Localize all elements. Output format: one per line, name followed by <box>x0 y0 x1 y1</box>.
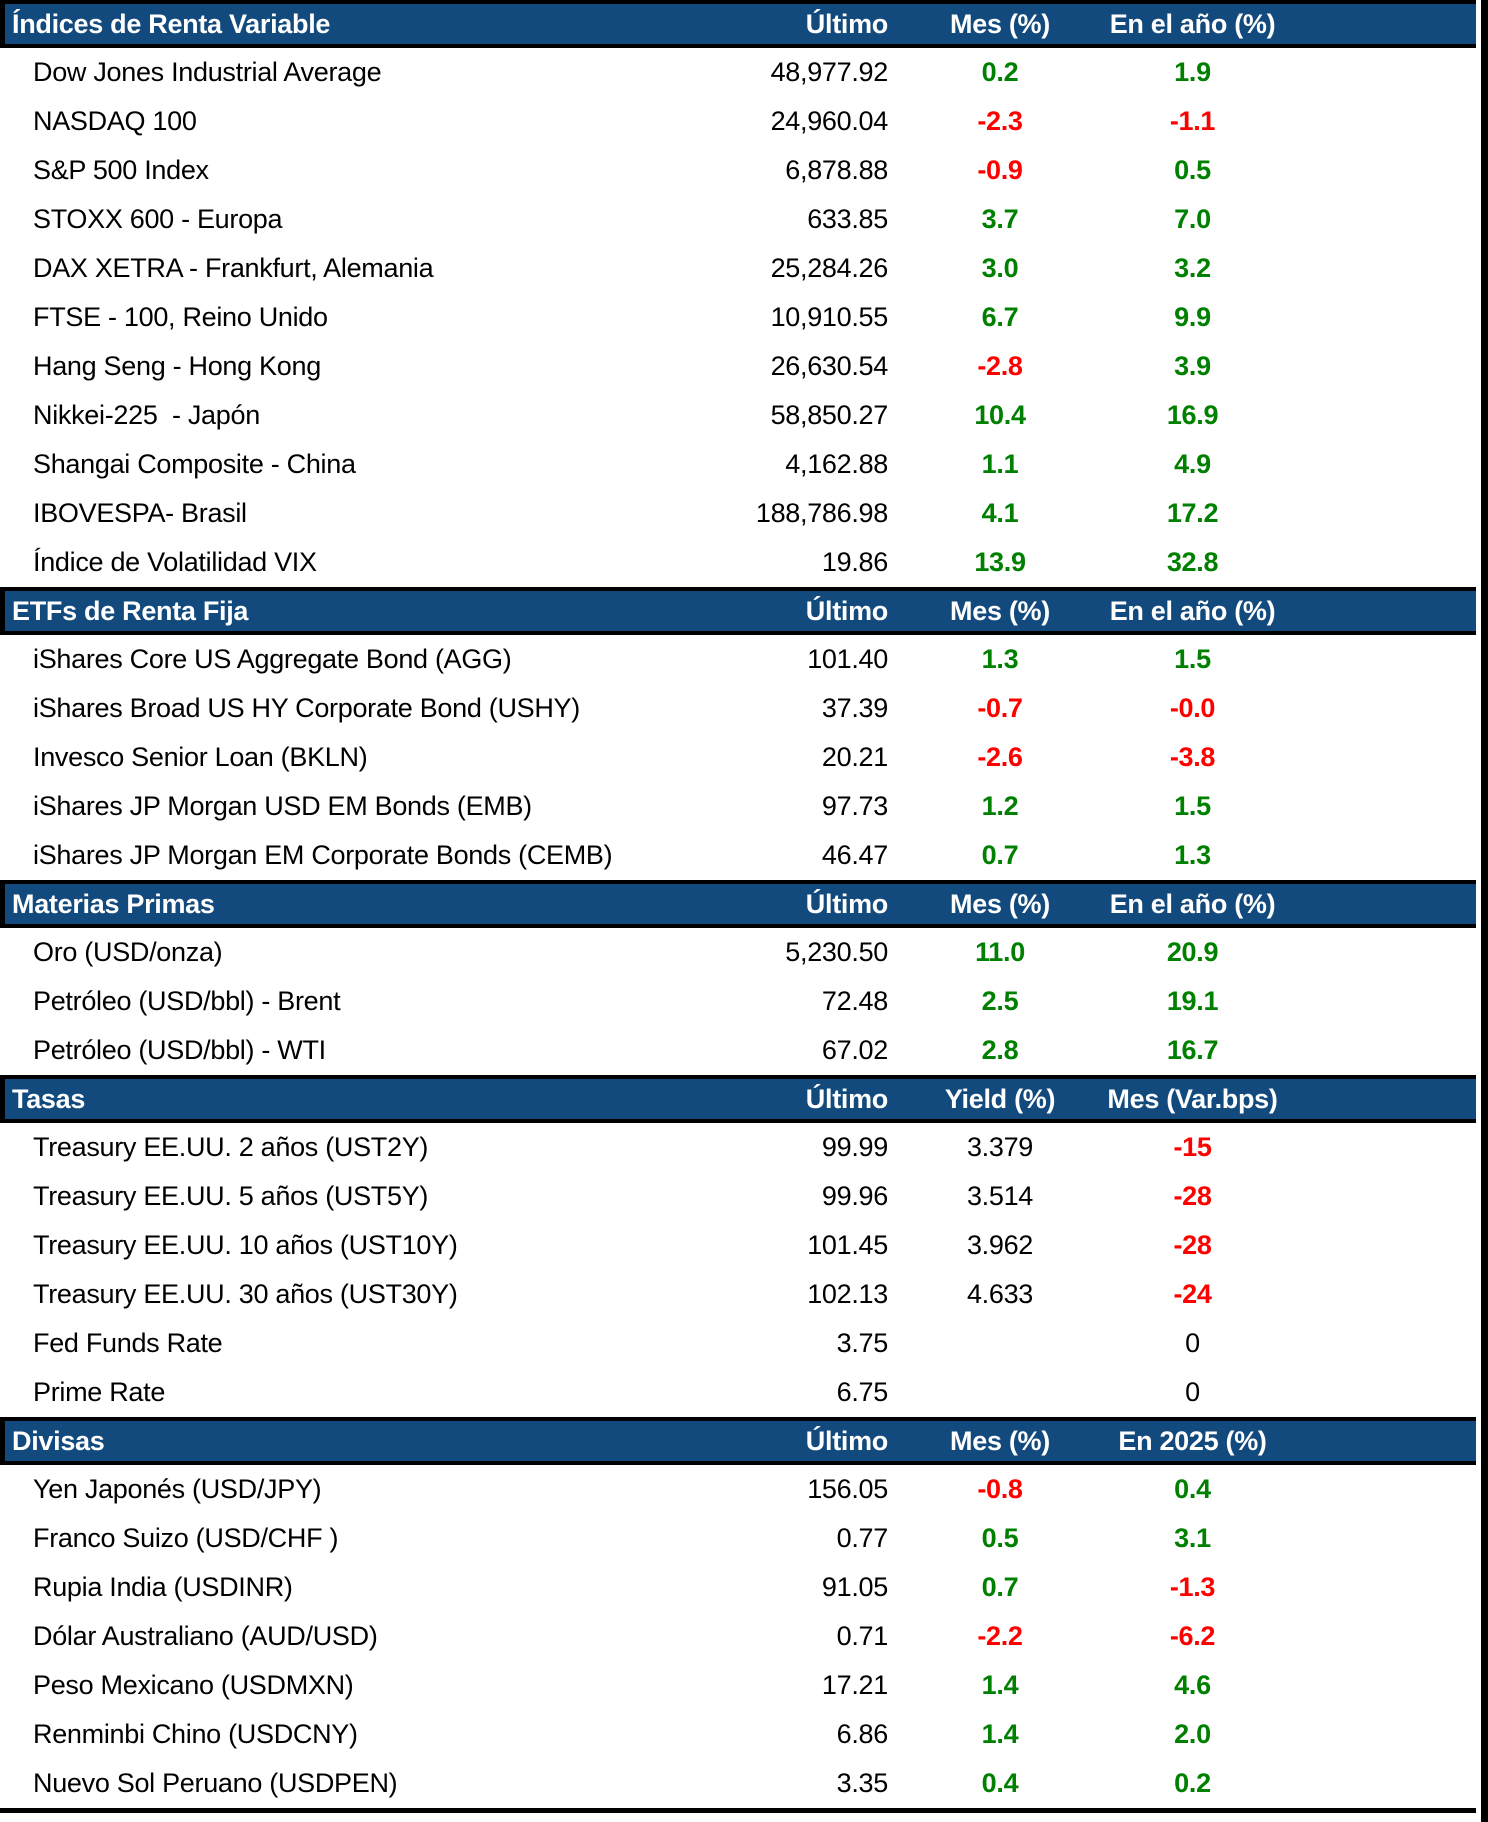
cell-col3: 2.0 <box>1174 1719 1211 1749</box>
table-row <box>0 244 1476 293</box>
table-row <box>0 97 1476 146</box>
row-label: Dow Jones Industrial Average <box>33 57 382 87</box>
table-row <box>0 1514 1476 1563</box>
cell-ultimo: 99.99 <box>821 1132 888 1162</box>
row-label: Yen Japonés (USD/JPY) <box>33 1474 322 1504</box>
cell-ultimo: 37.39 <box>821 693 888 723</box>
cell-ultimo: 97.73 <box>821 791 888 821</box>
table-row <box>0 293 1476 342</box>
section-title: Materias Primas <box>12 888 215 919</box>
cell-col3: -28 <box>1173 1181 1212 1211</box>
row-label: Nikkei-225 - Japón <box>33 400 260 430</box>
cell-col2: 4.633 <box>966 1279 1034 1309</box>
cell-col2: -0.9 <box>977 155 1023 185</box>
cell-ultimo: 67.02 <box>821 1035 888 1065</box>
cell-ultimo: 72.48 <box>821 986 888 1016</box>
cell-col2: 6.7 <box>981 302 1019 332</box>
row-label: Hang Seng - Hong Kong <box>33 351 321 381</box>
cell-col2: -0.7 <box>977 693 1023 723</box>
table-row <box>0 48 1476 97</box>
cell-ultimo: 102.13 <box>807 1279 888 1309</box>
row-label: Petróleo (USD/bbl) - Brent <box>33 986 341 1016</box>
table-row <box>0 1368 1476 1417</box>
cell-col2: 2.5 <box>981 986 1019 1016</box>
cell-col2: 13.9 <box>974 547 1026 577</box>
cell-col3: 1.5 <box>1174 791 1211 821</box>
row-label: Índice de Volatilidad VIX <box>33 547 317 577</box>
table-row <box>0 1759 1476 1808</box>
cell-ultimo: 0.71 <box>836 1621 888 1651</box>
cell-col3: 20.9 <box>1166 937 1219 967</box>
row-label: Fed Funds Rate <box>33 1328 223 1358</box>
section-header <box>0 880 1476 928</box>
cell-col3: -3.8 <box>1169 742 1216 772</box>
cell-col3: 3.2 <box>1174 253 1211 283</box>
cell-ultimo: 6.75 <box>836 1377 888 1407</box>
cell-ultimo: 3.75 <box>836 1328 888 1358</box>
cell-col3: 17.2 <box>1166 498 1219 528</box>
cell-col2: 0.4 <box>981 1768 1019 1798</box>
cell-col2: 11.0 <box>975 937 1025 967</box>
cell-col3: -28 <box>1173 1230 1212 1260</box>
cell-col2: -2.6 <box>977 742 1023 772</box>
cell-col3: 19.1 <box>1166 986 1219 1016</box>
column-header-col2: Mes (%) <box>950 595 1050 626</box>
cell-ultimo: 25,284.26 <box>770 253 888 283</box>
cell-col2: 3.7 <box>981 204 1019 234</box>
cell-col3: 3.9 <box>1174 351 1211 381</box>
section-header <box>0 1417 1476 1465</box>
cell-col2: -2.3 <box>977 106 1023 136</box>
cell-col3: -15 <box>1173 1132 1212 1162</box>
cell-ultimo: 10,910.55 <box>770 302 888 332</box>
cell-col2: 2.8 <box>981 1035 1019 1065</box>
cell-col2: 0.2 <box>981 57 1019 87</box>
column-header-col2: Mes (%) <box>950 888 1050 919</box>
cell-col2: -2.8 <box>977 351 1023 381</box>
cell-col2: 1.4 <box>981 1719 1019 1749</box>
column-header-ultimo: Último <box>805 888 888 919</box>
section-header <box>0 0 1476 48</box>
cell-ultimo: 20.21 <box>821 742 888 772</box>
cell-col3: 0.2 <box>1174 1768 1211 1798</box>
cell-ultimo: 17.21 <box>821 1670 888 1700</box>
table-row <box>0 538 1476 587</box>
cell-col2: 4.1 <box>981 498 1019 528</box>
cell-ultimo: 46.47 <box>821 840 888 870</box>
table-row <box>0 1661 1476 1710</box>
row-label: Shangai Composite - China <box>33 449 356 479</box>
cell-col2: 10.4 <box>974 400 1026 430</box>
cell-col3: 1.9 <box>1174 57 1211 87</box>
column-header-ultimo: Último <box>805 595 888 626</box>
column-header-col3: En el año (%) <box>1109 8 1276 39</box>
section-header <box>0 587 1476 635</box>
cell-ultimo: 188,786.98 <box>755 498 888 528</box>
table-row <box>0 1270 1476 1319</box>
cell-col3: -6.2 <box>1169 1621 1216 1651</box>
row-label: Franco Suizo (USD/CHF ) <box>33 1523 339 1553</box>
cell-col2: 1.1 <box>981 449 1019 479</box>
cell-ultimo: 48,977.92 <box>770 57 888 87</box>
table-row <box>0 1026 1476 1075</box>
cell-col3: 0 <box>1185 1328 1200 1358</box>
section-title: ETFs de Renta Fija <box>12 595 249 626</box>
cell-ultimo: 19.86 <box>821 547 888 577</box>
cell-col3: 0.5 <box>1174 155 1211 185</box>
cell-col3: -1.3 <box>1169 1572 1216 1602</box>
row-label: Treasury EE.UU. 10 años (UST10Y) <box>33 1230 458 1260</box>
row-label: STOXX 600 - Europa <box>33 204 283 234</box>
cell-col2: 3.379 <box>966 1132 1034 1162</box>
table-row <box>0 928 1476 977</box>
row-label: Petróleo (USD/bbl) - WTI <box>33 1035 326 1065</box>
column-header-col2: Mes (%) <box>950 1425 1050 1456</box>
table-row <box>0 733 1476 782</box>
column-header-ultimo: Último <box>805 1425 888 1456</box>
cell-col2: 3.962 <box>966 1230 1034 1260</box>
section-title: Tasas <box>12 1083 86 1114</box>
column-header-col3: En el año (%) <box>1109 595 1276 626</box>
cell-col3: 1.3 <box>1174 840 1211 870</box>
table-row <box>0 146 1476 195</box>
cell-col3: 32.8 <box>1166 547 1219 577</box>
column-header-col3: En 2025 (%) <box>1118 1425 1267 1456</box>
cell-ultimo: 5,230.50 <box>785 937 888 967</box>
column-header-col2: Mes (%) <box>950 8 1050 39</box>
row-label: Peso Mexicano (USDMXN) <box>33 1670 354 1700</box>
table-row <box>0 489 1476 538</box>
table-row <box>0 1710 1476 1759</box>
table-row <box>0 1172 1476 1221</box>
cell-col2: -0.8 <box>977 1474 1023 1504</box>
row-label: FTSE - 100, Reino Unido <box>33 302 328 332</box>
cell-col2: 1.3 <box>981 644 1019 674</box>
section-title: Divisas <box>12 1425 105 1456</box>
row-label: Renminbi Chino (USDCNY) <box>33 1719 358 1749</box>
row-label: NASDAQ 100 <box>33 106 197 136</box>
cell-ultimo: 3.35 <box>836 1768 888 1798</box>
section-header <box>0 1075 1476 1123</box>
cell-ultimo: 156.05 <box>807 1474 888 1504</box>
cell-ultimo: 4,162.88 <box>785 449 888 479</box>
cell-col3: 16.9 <box>1166 400 1219 430</box>
cell-col2: 0.7 <box>981 840 1019 870</box>
table-row <box>0 391 1476 440</box>
cell-ultimo: 91.05 <box>821 1572 888 1602</box>
cell-col3: 16.7 <box>1166 1035 1219 1065</box>
row-label: Treasury EE.UU. 2 años (UST2Y) <box>33 1132 429 1162</box>
column-header-col3: Mes (Var.bps) <box>1107 1083 1278 1114</box>
cell-ultimo: 58,850.27 <box>770 400 888 430</box>
table-row <box>0 1563 1476 1612</box>
cell-col3: -0.0 <box>1169 693 1216 723</box>
row-label: S&P 500 Index <box>33 155 209 185</box>
section-title: Índices de Renta Variable <box>12 8 331 39</box>
cell-ultimo: 24,960.04 <box>770 106 888 136</box>
cell-ultimo: 633.85 <box>807 204 888 234</box>
row-label: DAX XETRA - Frankfurt, Alemania <box>33 253 434 283</box>
cell-col2: 1.2 <box>981 791 1019 821</box>
row-label: iShares JP Morgan USD EM Bonds (EMB) <box>33 791 532 821</box>
row-label: Dólar Australiano (AUD/USD) <box>33 1621 378 1651</box>
cell-ultimo: 101.45 <box>807 1230 888 1260</box>
table-row <box>0 1123 1476 1172</box>
row-label: Invesco Senior Loan (BKLN) <box>33 742 368 772</box>
cell-col3: 9.9 <box>1174 302 1211 332</box>
table-row <box>0 1465 1476 1514</box>
cell-col2: 3.0 <box>981 253 1019 283</box>
row-label: iShares Core US Aggregate Bond (AGG) <box>33 644 512 674</box>
row-label: IBOVESPA- Brasil <box>33 498 247 528</box>
cell-col3: 7.0 <box>1174 204 1211 234</box>
cell-col3: 4.9 <box>1174 449 1211 479</box>
column-header-ultimo: Último <box>805 1083 888 1114</box>
table-row <box>0 782 1476 831</box>
cell-ultimo: 6,878.88 <box>785 155 888 185</box>
cell-col3: 3.1 <box>1174 1523 1211 1553</box>
row-label: Nuevo Sol Peruano (USDPEN) <box>33 1768 398 1798</box>
cell-ultimo: 6.86 <box>836 1719 888 1749</box>
row-label: iShares JP Morgan EM Corporate Bonds (CEMB) <box>33 840 613 870</box>
table-row <box>0 440 1476 489</box>
cell-ultimo: 26,630.54 <box>770 351 888 381</box>
cell-col3: -1.1 <box>1169 106 1216 136</box>
table-right-border <box>1481 0 1488 1822</box>
cell-col3: 1.5 <box>1174 644 1211 674</box>
cell-col2: 0.5 <box>981 1523 1019 1553</box>
cell-col2: 0.7 <box>981 1572 1019 1602</box>
table-row <box>0 977 1476 1026</box>
cell-col2: 3.514 <box>966 1181 1034 1211</box>
table-row <box>0 342 1476 391</box>
cell-ultimo: 99.96 <box>821 1181 888 1211</box>
table-row <box>0 684 1476 733</box>
column-header-ultimo: Último <box>805 8 888 39</box>
cell-col3: -24 <box>1173 1279 1212 1309</box>
row-label: Treasury EE.UU. 5 años (UST5Y) <box>33 1181 429 1211</box>
row-label: Treasury EE.UU. 30 años (UST30Y) <box>33 1279 458 1309</box>
cell-col3: 0 <box>1185 1377 1200 1407</box>
row-label: Prime Rate <box>33 1377 166 1407</box>
table-row <box>0 635 1476 684</box>
table-row <box>0 1221 1476 1270</box>
cell-ultimo: 0.77 <box>836 1523 888 1553</box>
row-label: Rupia India (USDINR) <box>33 1572 293 1602</box>
table-row <box>0 1319 1476 1368</box>
table-row <box>0 195 1476 244</box>
row-label: Oro (USD/onza) <box>33 937 223 967</box>
column-header-col3: En el año (%) <box>1109 888 1276 919</box>
cell-ultimo: 101.40 <box>807 644 888 674</box>
cell-col3: 0.4 <box>1174 1474 1211 1504</box>
column-header-col2: Yield (%) <box>944 1083 1056 1114</box>
cell-col2: 1.4 <box>981 1670 1019 1700</box>
table-row <box>0 1612 1476 1661</box>
table-row <box>0 831 1476 880</box>
row-label: iShares Broad US HY Corporate Bond (USHY) <box>33 693 580 723</box>
cell-col3: 4.6 <box>1174 1670 1211 1700</box>
cell-col2: -2.2 <box>977 1621 1023 1651</box>
